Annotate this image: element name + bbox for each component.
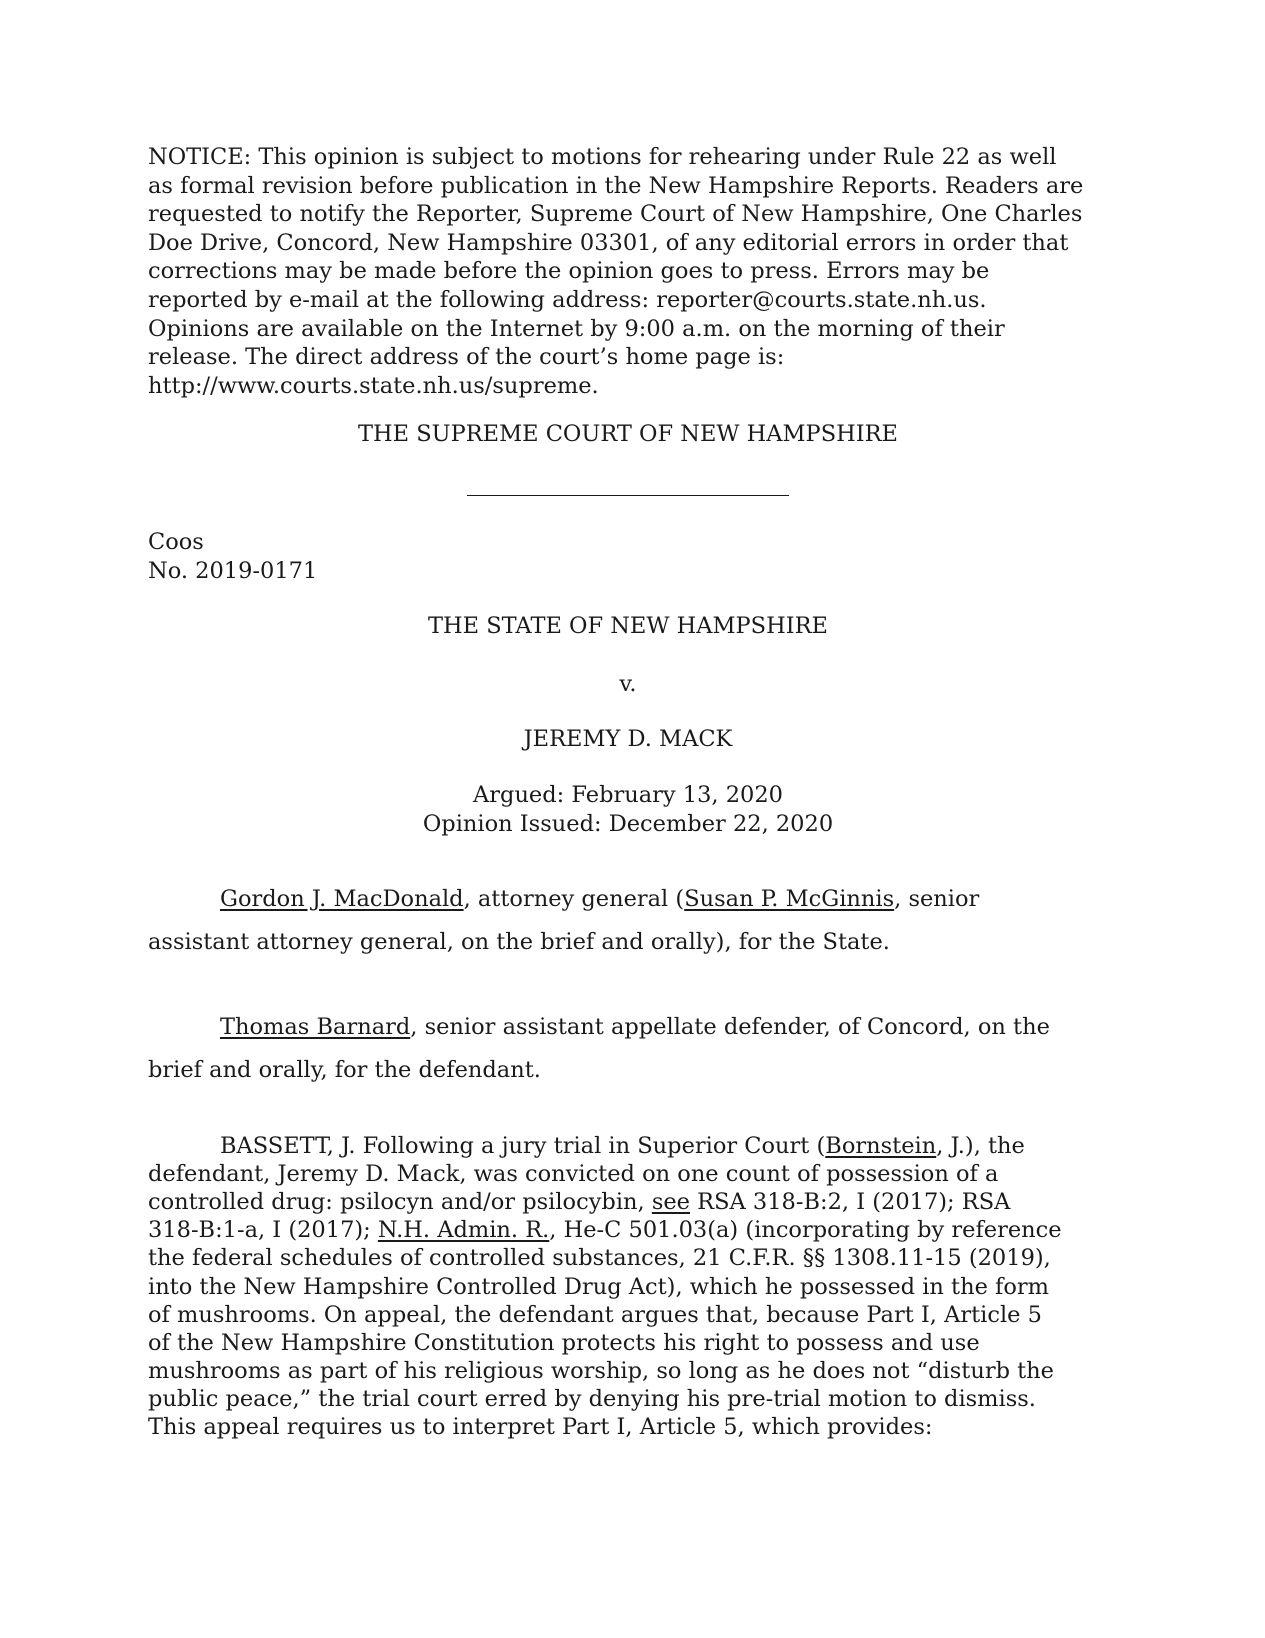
opinion-line: defendant, Jeremy D. Mack, was convicted on one count of possession of a [148, 1161, 999, 1188]
court-title: THE SUPREME COURT OF NEW HAMPSHIRE [358, 421, 898, 448]
counsel-text: , senior assistant appellate defender, of Concord, on the [410, 1014, 1050, 1041]
notice-line: requested to notify the Reporter, Supreme Court of New Hampshire, One Charles [148, 201, 1083, 228]
assistant-attorney-name: Susan P. McGinnis [684, 886, 895, 913]
issued-date: Opinion Issued: December 22, 2020 [422, 810, 834, 837]
county: Coos [148, 528, 204, 555]
attorney-general-name: Gordon J. MacDonald [220, 886, 464, 913]
counsel-text: , senior [894, 886, 980, 913]
opinion-text: controlled drug: psilocyn and/or psilocybin, [148, 1189, 652, 1216]
opinion-line: This appeal requires us to interpret Part I, Article 5, which provides: [148, 1414, 933, 1441]
opinion-text: BASSETT, J. Following a jury trial in Superior Court ( [220, 1133, 826, 1160]
notice-paragraph [148, 143, 1108, 400]
argued-date: Argued: February 13, 2020 [473, 781, 783, 808]
opinion-line: into the New Hampshire Controlled Drug Act), which he possessed in the form [148, 1273, 1050, 1300]
notice-line: Opinions are available on the Internet by 9:00 a.m. on the morning of their [148, 315, 1005, 342]
versus: v. [619, 670, 637, 697]
opinion-line: public peace,” the trial court erred by denying his pre-trial motion to dismiss. [148, 1385, 1036, 1412]
state-counsel [148, 878, 1108, 964]
opinion-text: , J.), the [936, 1133, 1025, 1160]
notice-line: Doe Drive, Concord, New Hampshire 03301, of any editorial errors in order that [148, 229, 1069, 256]
opinion-text: 318-B:1-a, I (2017); [148, 1217, 378, 1244]
opinion-text: RSA 318-B:2, I (2017); RSA [690, 1189, 1011, 1216]
counsel-text: assistant attorney general, on the brief and orally), for the State. [148, 929, 890, 956]
defendant-name: JEREMY D. MACK [523, 726, 733, 753]
title-divider [467, 495, 789, 496]
notice-line: NOTICE: This opinion is subject to motions for rehearing under Rule 22 as well [148, 144, 1057, 170]
docket-number: No. 2019-0171 [148, 557, 318, 584]
opinion-line: of mushrooms. On appeal, the defendant argues that, because Part I, Article 5 [148, 1301, 1042, 1328]
notice-line: http://www.courts.state.nh.us/supreme. [148, 372, 599, 399]
opinion-line: mushrooms as part of his religious worship, so long as he does not “disturb the [148, 1357, 1054, 1384]
opinion-page [148, 143, 1108, 1441]
trial-judge-name: Bornstein [825, 1133, 937, 1160]
opinion-line: the federal schedules of controlled substances, 21 C.F.R. §§ 1308.11-15 (2019), [148, 1245, 1051, 1272]
notice-line: release. The direct address of the court’s home page is: [148, 344, 785, 371]
notice-line: as formal revision before publication in the New Hampshire Reports. Readers are [148, 172, 1084, 199]
opinion-body [148, 1132, 1108, 1441]
counsel-text: , attorney general ( [463, 886, 685, 913]
defense-counsel [148, 1006, 1108, 1092]
opinion-line: of the New Hampshire Constitution protects his right to possess and use [148, 1329, 980, 1356]
counsel-text: brief and orally, for the defendant. [148, 1057, 541, 1084]
citation-signal: see [651, 1189, 690, 1216]
dates-block [148, 781, 1108, 838]
notice-line: reported by e-mail at the following address: reporter@courts.state.nh.us. [148, 286, 987, 313]
opinion-text: , He-C 501.03(a) (incorporating by reference [549, 1217, 1062, 1244]
defender-name: Thomas Barnard [220, 1014, 411, 1041]
plaintiff-name: THE STATE OF NEW HAMPSHIRE [428, 613, 828, 640]
citation-title: N.H. Admin. R. [377, 1217, 550, 1244]
notice-line: corrections may be made before the opinion goes to press. Errors may be [148, 258, 990, 285]
venue-block [148, 528, 1108, 585]
